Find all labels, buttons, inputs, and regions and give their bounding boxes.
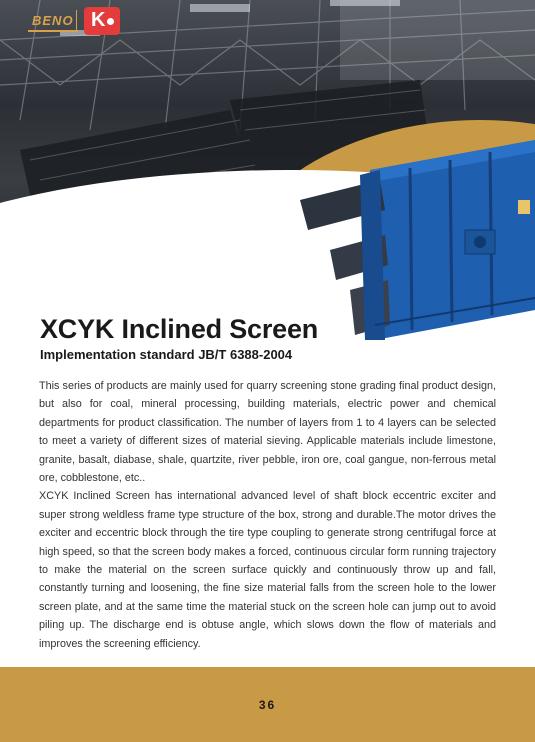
logo-divider (76, 10, 77, 32)
page-number: 36 (258, 698, 277, 712)
inclined-screen-machine-image (300, 140, 535, 340)
k-brand-logo (84, 7, 120, 35)
description-paragraph-2: XCYK Inclined Screen has international advanced level of shaft block eccentric exciter and super strong weldless frame type structure of the box, strong and durable.The motor drives the exciter and eccentric block through the tire type coupling to generate strong centrifugal force at high speed, so that the screen body makes a forced, continuous circular form running trajectory to make the material on the screen surface quickly and continuously throw up and fall, constantly turning and loosening, the fine size material falls from the screen hole to the lower screen plate, and at the same time the material stuck on the screen hole can jump out to avoid piling up. The discharge end is obtuse angle, which slows down the flow of materials and improves the screening efficiency. (39, 490, 496, 650)
implementation-standard-subtitle: Implementation standard JB/T 6388-2004 (40, 347, 293, 362)
k-logo-dot (107, 18, 114, 25)
description-paragraph-1: This series of products are mainly used for quarry screening stone grading final product design, but also for coal, mineral processing, building materials, electric power and chemical departments for product classification. The number of layers from 1 to 4 layers can be selected to meet a variety of different sizes of material sieving. Applicable materials include limestone, granite, basalt, diabase, shale, quartzite, river pebble, iron ore, coal gangue, non-ferrous metal ore, cobblestone, etc.. (39, 380, 496, 485)
beno-logo: BENO (28, 10, 78, 32)
page-title: XCYK Inclined Screen (40, 314, 319, 344)
description-text (39, 377, 496, 653)
k-logo-letter: K (91, 9, 106, 31)
